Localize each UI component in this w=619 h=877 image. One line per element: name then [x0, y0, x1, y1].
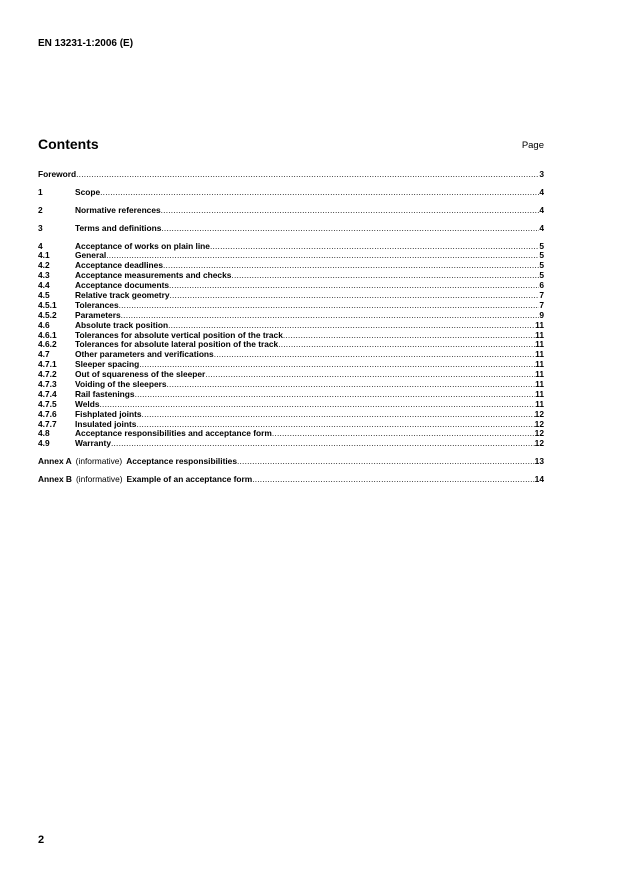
toc-number: 3 [38, 222, 43, 233]
page-column-label: Page [521, 140, 544, 151]
toc-entry-1[interactable] [38, 188, 544, 198]
toc-number: 4.7.3 [38, 379, 57, 390]
toc-page: 3 [539, 169, 544, 179]
toc-title: Voiding of the sleepers [75, 379, 167, 390]
toc-number: 4.7 [38, 349, 50, 360]
toc-page: 11 [535, 369, 544, 380]
toc-title: Tolerances for absolute vertical position of the track [75, 329, 283, 340]
toc-number: 4.7.2 [38, 369, 57, 380]
toc-title: Insulated joints [75, 418, 137, 429]
toc-page: 5 [539, 270, 544, 281]
toc-page: 11 [535, 379, 544, 390]
toc-title: Rail fastenings [75, 388, 135, 399]
toc-title: Foreword [38, 169, 77, 179]
toc-number: 4.7.4 [38, 388, 57, 399]
toc-number: 4.5 [38, 290, 50, 301]
toc-number: 4.2 [38, 260, 50, 271]
toc-entry-3[interactable] [38, 224, 544, 234]
dot-leader [121, 311, 540, 321]
toc-entry-4[interactable] [38, 242, 544, 252]
toc-page: 11 [535, 359, 544, 370]
toc-title: Normative references [75, 204, 161, 215]
toc-number: 4.3 [38, 270, 50, 281]
toc-title: General [75, 250, 107, 261]
toc-entry-annex-b[interactable] [38, 475, 544, 485]
toc-title: Relative track geometry [75, 290, 170, 301]
dot-leader [119, 301, 540, 311]
toc-number: 4.7.6 [38, 408, 57, 419]
toc-page: 12 [534, 418, 544, 429]
toc-title: Terms and definitions [75, 222, 162, 233]
toc-annex-label: Annex B [38, 474, 72, 485]
dot-leader [205, 370, 535, 380]
toc-page: 11 [535, 349, 544, 360]
dot-leader [231, 271, 539, 281]
toc-page: 12 [534, 428, 544, 439]
toc-page: 14 [534, 474, 544, 485]
toc-number: 4.7.5 [38, 398, 57, 409]
toc-number: 4.6.2 [38, 339, 57, 350]
toc-page: 9 [539, 309, 544, 320]
dot-leader [278, 340, 535, 350]
toc-page: 11 [535, 388, 544, 399]
toc-title: Acceptance measurements and checks [75, 270, 232, 281]
toc-title: Acceptance deadlines [75, 260, 163, 271]
dot-leader [167, 380, 536, 390]
toc-number: 4.7.1 [38, 359, 57, 370]
toc-entry-annex-a[interactable] [38, 457, 544, 467]
toc-title: Welds [75, 398, 100, 409]
toc-page: 5 [539, 250, 544, 261]
document-header: EN 13231-1:2006 (E) [38, 38, 134, 49]
toc-annex-label: Annex A [38, 456, 72, 467]
toc-entry-4-7-4[interactable] [38, 390, 544, 400]
toc-title: Absolute track position [75, 319, 169, 330]
toc-page: 5 [539, 240, 544, 251]
dot-leader [169, 281, 539, 291]
toc-annex-informative: (informative) [75, 474, 123, 485]
dot-leader [252, 475, 534, 485]
toc-number: 4.5.1 [38, 299, 57, 310]
dot-leader [161, 206, 540, 216]
toc-entry-foreword[interactable] [38, 170, 544, 180]
toc-title: Acceptance responsibilities [126, 456, 237, 467]
toc-title: Example of an acceptance form [126, 474, 253, 485]
toc-page: 7 [539, 290, 544, 301]
dot-leader [111, 439, 535, 449]
dot-leader [237, 457, 535, 467]
toc-entry-2[interactable] [38, 206, 544, 216]
toc-title: Parameters [75, 309, 121, 320]
toc-title: Acceptance of works on plain line [75, 240, 210, 251]
toc-page: 12 [534, 408, 544, 419]
toc-number: 4.8 [38, 428, 50, 439]
toc-page: 11 [535, 329, 544, 340]
toc-page: 11 [535, 398, 544, 409]
toc-number: 2 [38, 204, 43, 215]
dot-leader [272, 429, 535, 439]
toc-number: 4.5.2 [38, 309, 57, 320]
toc-page: 4 [539, 186, 544, 197]
dot-leader [283, 331, 535, 341]
toc-title: Acceptance documents [75, 280, 170, 291]
dot-leader [106, 251, 539, 261]
toc-page: 13 [534, 456, 544, 467]
toc-page: 4 [539, 204, 544, 215]
toc-page: 12 [534, 438, 544, 449]
toc-title: Acceptance responsibilities and acceptance form [75, 428, 272, 439]
toc-entry-4-8[interactable] [38, 429, 544, 439]
table-of-contents [38, 170, 544, 485]
contents-heading: Contents [38, 136, 99, 152]
toc-title: Scope [75, 186, 101, 197]
toc-number: 4.6.1 [38, 329, 57, 340]
toc-annex-informative: (informative) [75, 456, 123, 467]
toc-title: Warranty [75, 438, 111, 449]
page-number: 2 [38, 834, 45, 846]
toc-title: Tolerances [75, 299, 119, 310]
dot-leader [100, 400, 536, 410]
toc-title: Sleeper spacing [75, 359, 140, 370]
toc-number: 4 [38, 240, 43, 251]
dot-leader [161, 224, 539, 234]
toc-page: 11 [535, 339, 544, 350]
toc-number: 4.1 [38, 250, 50, 261]
toc-page: 6 [539, 280, 544, 291]
toc-number: 4.4 [38, 280, 50, 291]
dot-leader [76, 170, 539, 180]
dot-leader [170, 291, 540, 301]
toc-page: 4 [539, 222, 544, 233]
dot-leader [210, 242, 539, 252]
toc-title: Out of squareness of the sleeper [75, 369, 206, 380]
toc-page: 7 [539, 299, 544, 310]
toc-number: 1 [38, 186, 43, 197]
dot-leader [214, 350, 535, 360]
dot-leader [135, 390, 536, 400]
toc-page: 5 [539, 260, 544, 271]
toc-number: 4.7.7 [38, 418, 57, 429]
toc-title: Tolerances for absolute lateral position of the track [75, 339, 279, 350]
toc-entry-4-9[interactable] [38, 439, 544, 449]
dot-leader [100, 188, 539, 198]
toc-number: 4.6 [38, 319, 50, 330]
dot-leader [142, 410, 535, 420]
toc-title: Other parameters and verifications [75, 349, 214, 360]
toc-title: Fishplated joints [75, 408, 142, 419]
toc-page: 11 [535, 319, 544, 330]
toc-number: 4.9 [38, 438, 50, 449]
